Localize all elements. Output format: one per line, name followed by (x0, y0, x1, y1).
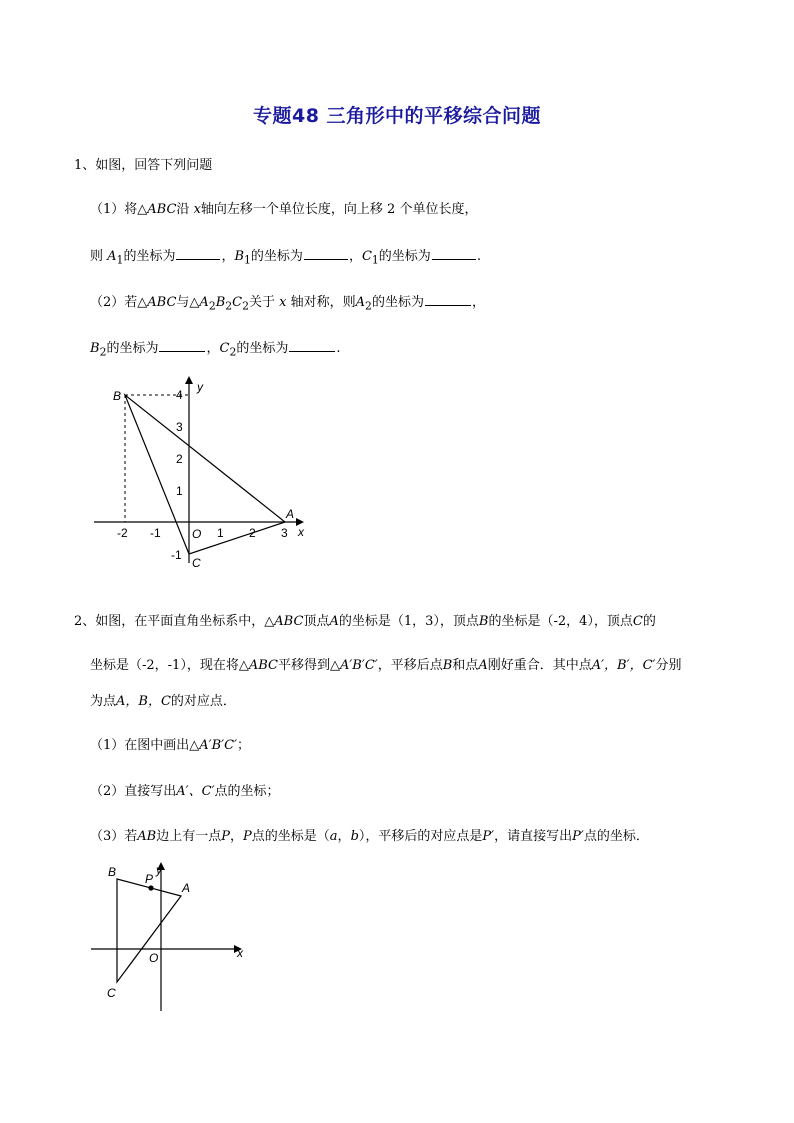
label-p: P (145, 872, 154, 886)
answer-blank-a1[interactable] (176, 247, 220, 260)
label-y-axis: y (156, 863, 162, 877)
tick-y-1: 1 (176, 484, 183, 498)
q2-sub1: （1）在图中画出△A′B′C′； (90, 738, 251, 753)
figure-1 (86, 373, 316, 573)
answer-blank-c2[interactable] (289, 339, 335, 352)
label-a: A (286, 507, 295, 521)
label-y-axis: y (197, 380, 203, 394)
tick-y-2: 2 (176, 452, 183, 466)
q2-sub3: （3）若AB边上有一点P，P点的坐标是（a，b），平移后的对应点是P′，请直接写出P′点的坐标． (90, 829, 649, 844)
label-origin: O (149, 951, 159, 965)
tick-x-1: 1 (217, 526, 224, 540)
figure-2 (86, 860, 256, 1020)
answer-blank-c1[interactable] (432, 247, 476, 260)
point-p (148, 885, 153, 890)
triangle-abc (125, 395, 285, 554)
y-axis-arrow (185, 376, 193, 384)
label-x-axis: x (237, 946, 243, 960)
tick-y-neg1: -1 (171, 548, 182, 562)
q1-part2-line1: （2）若△ABC与$\triangle A_2B_2C_2$关于 x 轴对称，则$A_2$的坐标为 ， (90, 295, 485, 313)
q2-line3: 为点A，B，C的对应点． (90, 694, 236, 709)
q1-stem: 1、如图，回答下列问题 (74, 158, 213, 173)
q2-sub2: （2）直接写出A′、C′点的坐标； (90, 784, 280, 799)
label-b: B (113, 389, 122, 403)
q2-line2: 坐标是（-2，-1），现在将△ABC平移得到△A′B′C′，平移后点B和点A刚好重合．其中点A′，B′，C′分别 (90, 658, 682, 673)
tick-x-neg1: -1 (150, 526, 161, 540)
answer-blank-b1[interactable] (304, 247, 348, 260)
tick-y-3: 3 (176, 420, 183, 434)
answer-blank-a2[interactable] (425, 293, 471, 306)
tick-x-3: 3 (281, 526, 288, 540)
label-x-axis: x (298, 525, 304, 539)
tick-x-neg2: -2 (117, 526, 128, 540)
tick-y-4: 4 (176, 388, 183, 402)
answer-blank-b2[interactable] (159, 339, 205, 352)
label-a: A (182, 881, 191, 895)
tick-x-2: 2 (249, 526, 256, 540)
q1-part1-line2: 则 $A_1$的坐标为 ，$B_1$的坐标为 ，$C_1$的坐标为 . (90, 249, 481, 267)
q1-part1-line1: （1）将△ABC沿 x轴向左移一个单位长度，向上移 2 个单位长度， (90, 202, 478, 217)
label-c: C (107, 986, 116, 1000)
q1-part2-line2: $B_2$的坐标为 ，$C_2$的坐标为 . (90, 341, 341, 359)
label-origin: O (192, 527, 202, 541)
page-title: 专题48 三角形中的平移综合问题 (252, 105, 542, 127)
q2-line1: 2、如图，在平面直角坐标系中，△ABC顶点A的坐标是（1，3），顶点B的坐标是（-2，4），顶点C的 (74, 614, 656, 629)
triangle-abc (117, 879, 181, 982)
label-b: B (108, 865, 117, 879)
label-c: C (192, 556, 201, 570)
